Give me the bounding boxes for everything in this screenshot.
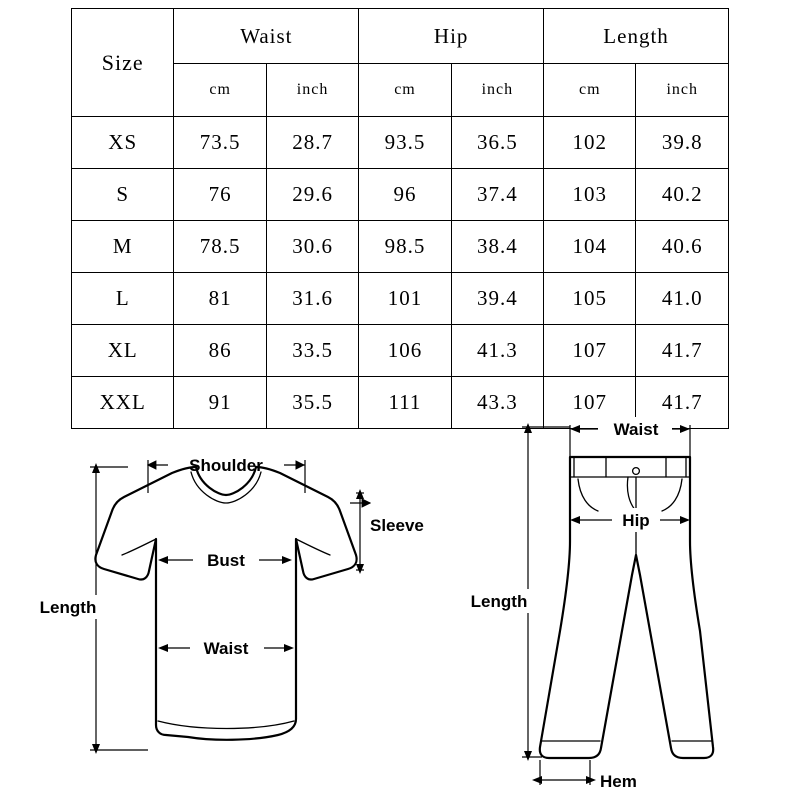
cell-waist-inch: 35.5 bbox=[266, 377, 358, 429]
table-header-groups bbox=[72, 9, 729, 64]
label-hip: Hip bbox=[622, 511, 650, 530]
header-group-hip: Hip bbox=[359, 9, 544, 64]
table-row bbox=[72, 325, 729, 377]
pants-illustration bbox=[468, 417, 713, 791]
cell-length-inch: 40.6 bbox=[636, 221, 729, 273]
cell-waist-cm: 76 bbox=[174, 169, 266, 221]
header-size: Size bbox=[72, 9, 174, 117]
cell-length-cm: 103 bbox=[544, 169, 636, 221]
label-length-bottom: Length bbox=[470, 592, 528, 611]
cell-length-cm: 102 bbox=[544, 117, 636, 169]
row-size-label: XS bbox=[72, 117, 174, 169]
cell-hip-cm: 96 bbox=[359, 169, 451, 221]
label-waist-top: Waist bbox=[203, 639, 249, 658]
cell-waist-cm: 86 bbox=[174, 325, 266, 377]
cell-hip-inch: 41.3 bbox=[451, 325, 543, 377]
label-sleeve: Sleeve bbox=[370, 516, 424, 535]
cell-length-inch: 41.7 bbox=[636, 325, 729, 377]
table-row bbox=[72, 169, 729, 221]
row-size-label: S bbox=[72, 169, 174, 221]
t-shirt-illustration bbox=[36, 456, 424, 754]
cell-waist-inch: 33.5 bbox=[266, 325, 358, 377]
row-size-label: M bbox=[72, 221, 174, 273]
cell-length-cm: 107 bbox=[544, 377, 636, 429]
cell-hip-cm: 101 bbox=[359, 273, 451, 325]
cell-waist-inch: 28.7 bbox=[266, 117, 358, 169]
cell-waist-cm: 91 bbox=[174, 377, 266, 429]
cell-hip-inch: 37.4 bbox=[451, 169, 543, 221]
cell-hip-inch: 39.4 bbox=[451, 273, 543, 325]
cell-waist-cm: 81 bbox=[174, 273, 266, 325]
cell-length-cm: 105 bbox=[544, 273, 636, 325]
measurements-table bbox=[71, 8, 729, 429]
table-row bbox=[72, 117, 729, 169]
cell-hip-cm: 111 bbox=[359, 377, 451, 429]
cell-hip-inch: 36.5 bbox=[451, 117, 543, 169]
row-size-label: XXL bbox=[72, 377, 174, 429]
cell-waist-inch: 29.6 bbox=[266, 169, 358, 221]
header-unit-waist-cm: cm bbox=[174, 64, 266, 117]
cell-waist-inch: 31.6 bbox=[266, 273, 358, 325]
cell-hip-inch: 38.4 bbox=[451, 221, 543, 273]
cell-waist-cm: 78.5 bbox=[174, 221, 266, 273]
cell-length-cm: 107 bbox=[544, 325, 636, 377]
header-unit-waist-inch: inch bbox=[266, 64, 358, 117]
cell-waist-cm: 73.5 bbox=[174, 117, 266, 169]
cell-length-inch: 41.0 bbox=[636, 273, 729, 325]
cell-waist-inch: 30.6 bbox=[266, 221, 358, 273]
cell-hip-inch: 43.3 bbox=[451, 377, 543, 429]
cell-hip-cm: 93.5 bbox=[359, 117, 451, 169]
header-unit-length-cm: cm bbox=[544, 64, 636, 117]
header-group-waist: Waist bbox=[174, 9, 359, 64]
label-hem: Hem bbox=[600, 772, 637, 791]
measurement-diagrams bbox=[0, 405, 800, 800]
header-group-length: Length bbox=[544, 9, 729, 64]
row-size-label: L bbox=[72, 273, 174, 325]
row-size-label: XL bbox=[72, 325, 174, 377]
cell-length-inch: 40.2 bbox=[636, 169, 729, 221]
cell-length-cm: 104 bbox=[544, 221, 636, 273]
table-row bbox=[72, 273, 729, 325]
cell-length-inch: 41.7 bbox=[636, 377, 729, 429]
size-chart-table bbox=[71, 8, 729, 429]
table-row bbox=[72, 221, 729, 273]
cell-hip-cm: 98.5 bbox=[359, 221, 451, 273]
cell-hip-cm: 106 bbox=[359, 325, 451, 377]
label-waist-bottom: Waist bbox=[613, 420, 659, 439]
label-shoulder: Shoulder bbox=[189, 456, 263, 475]
label-bust: Bust bbox=[207, 551, 245, 570]
header-unit-hip-inch: inch bbox=[451, 64, 543, 117]
cell-length-inch: 39.8 bbox=[636, 117, 729, 169]
header-unit-length-inch: inch bbox=[636, 64, 729, 117]
header-unit-hip-cm: cm bbox=[359, 64, 451, 117]
label-length-top: Length bbox=[39, 598, 97, 617]
